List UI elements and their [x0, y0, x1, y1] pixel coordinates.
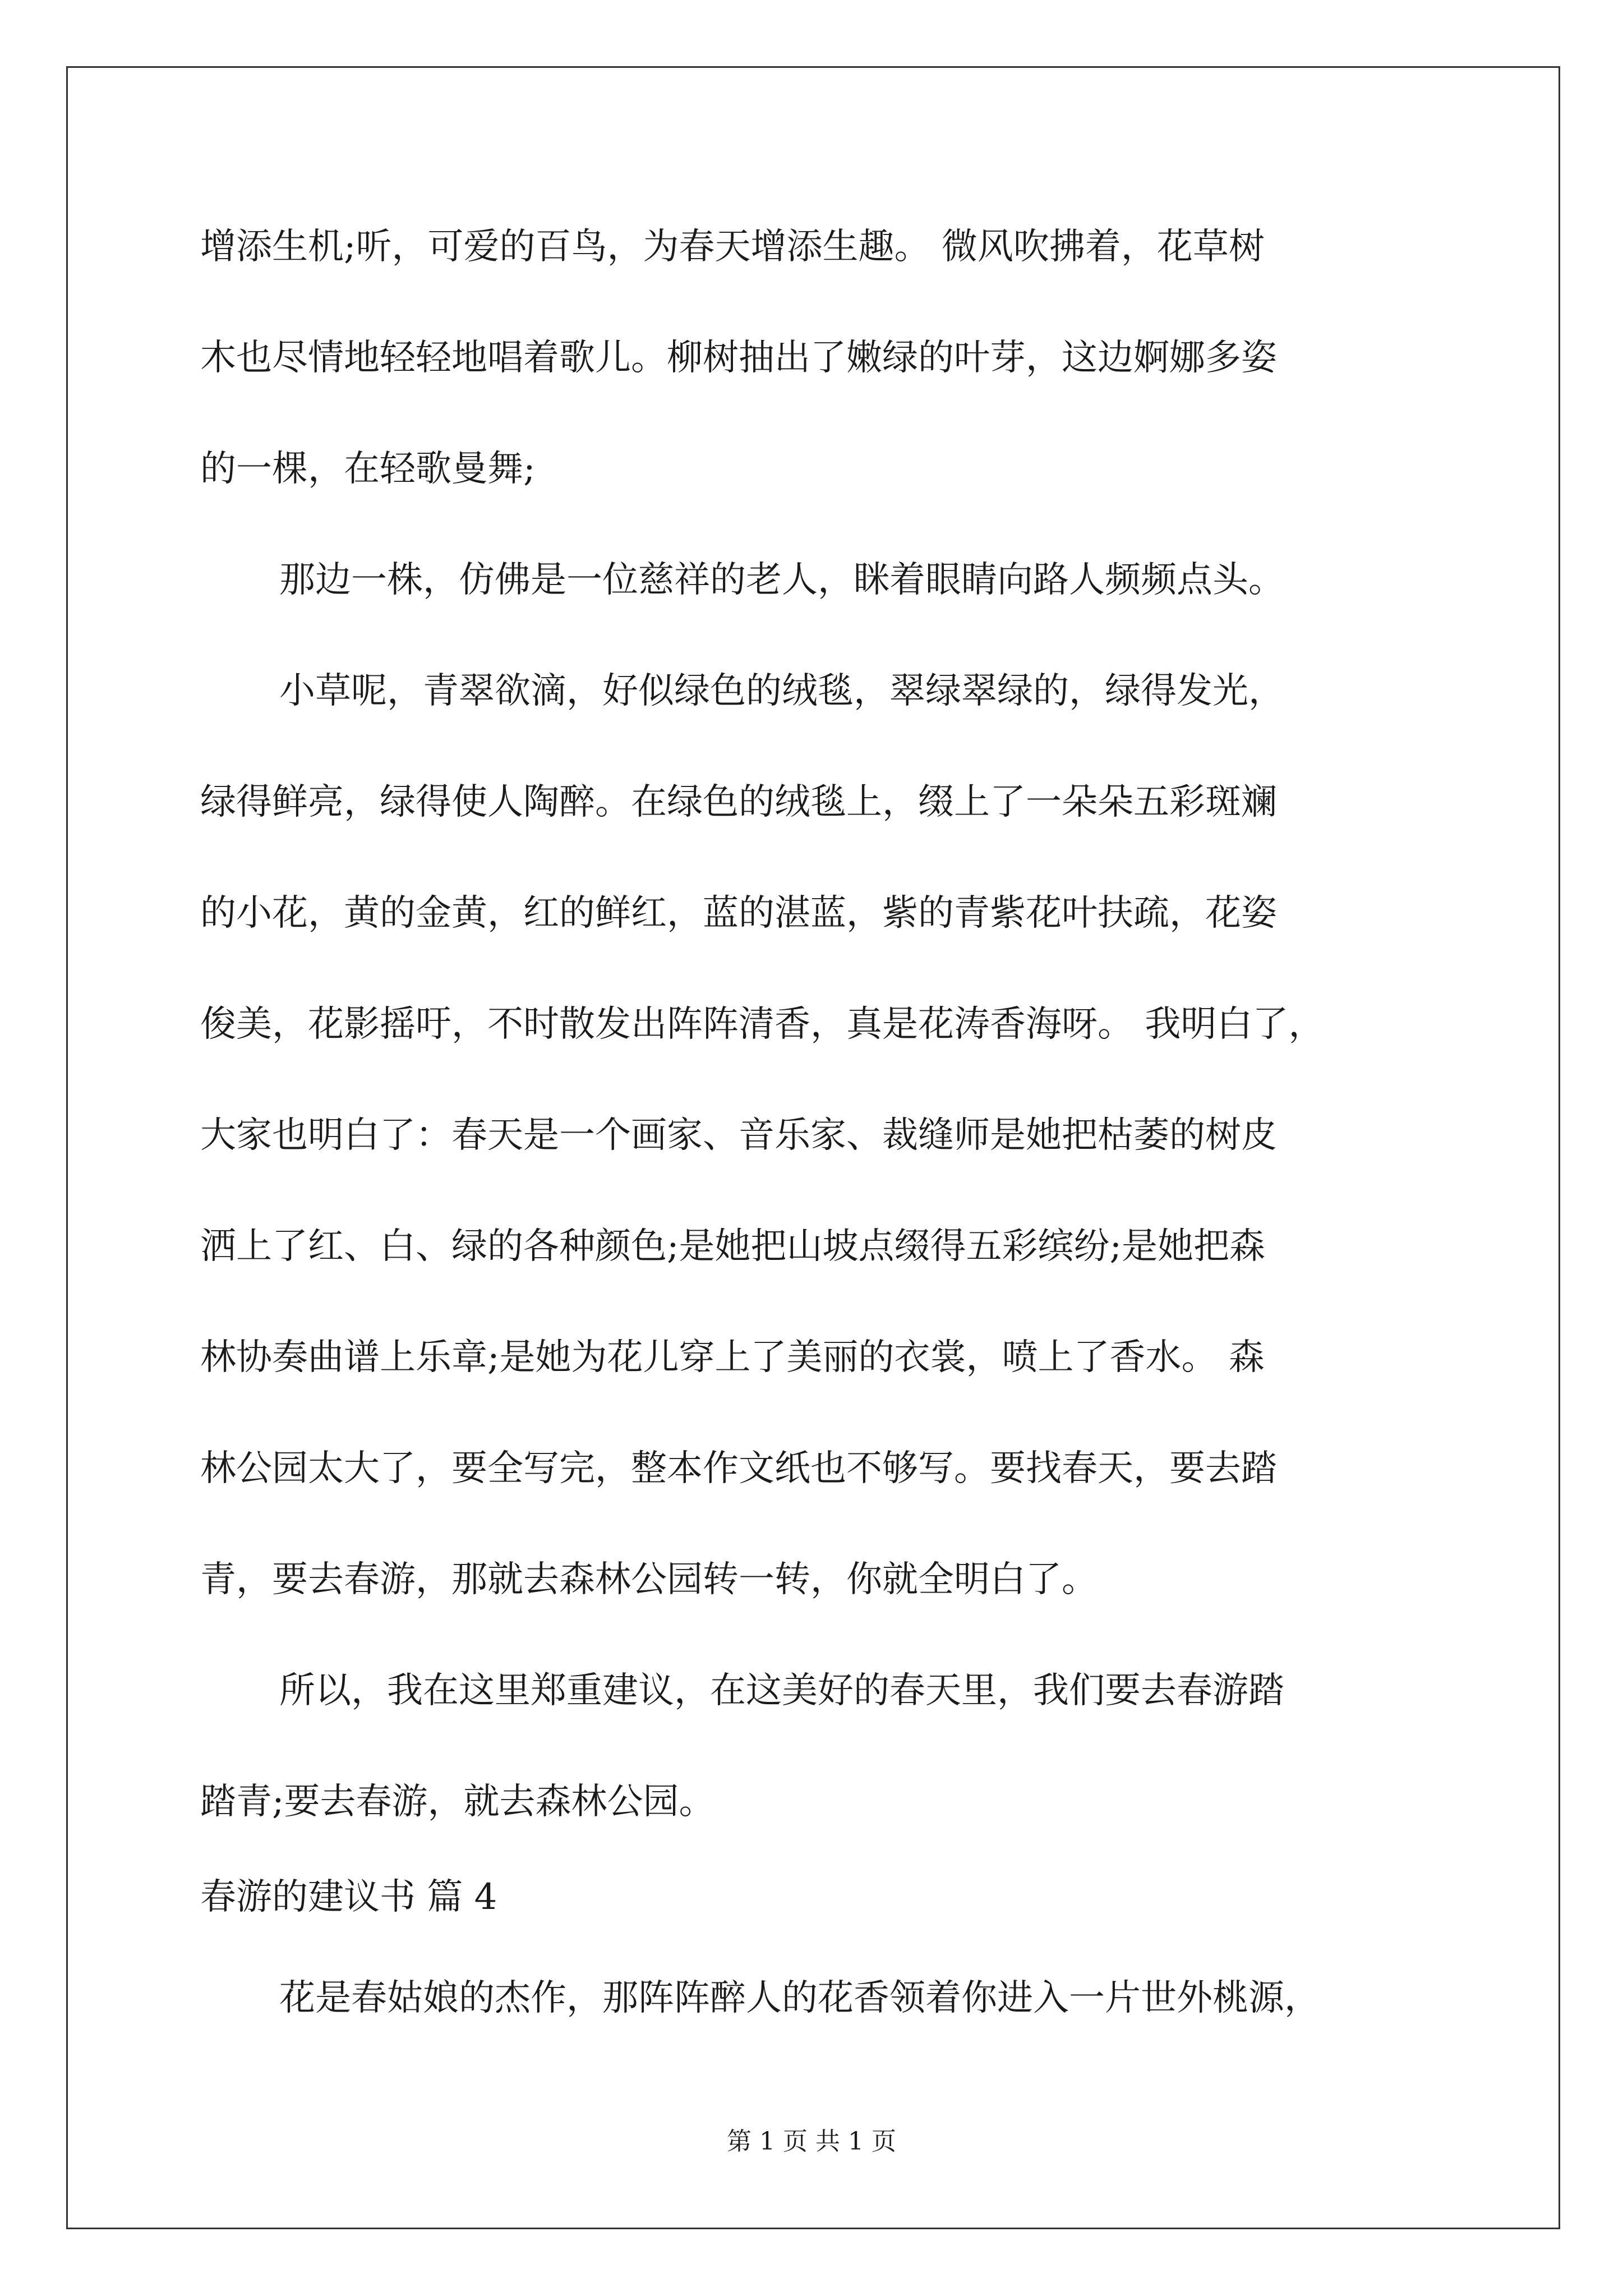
section-heading: 春游的建议书 篇 4	[200, 1876, 497, 1918]
text-line: 大家也明白了：春天是一个画家、音乐家、裁缝师是她把枯萎的树皮	[200, 1115, 1277, 1156]
text-line: 洒上了红、白、绿的各种颜色;是她把山坡点缀得五彩缤纷;是她把森	[200, 1226, 1266, 1267]
text-line: 木也尽情地轻轻地唱着歌儿。柳树抽出了嫩绿的叶芽，这边婀娜多姿	[200, 337, 1277, 379]
text-line: 的一棵，在轻歌曼舞;	[200, 448, 536, 490]
text-line: 踏青;要去春游，就去森林公园。	[200, 1781, 715, 1823]
text-line: 绿得鲜亮，绿得使人陶醉。在绿色的绒毯上，缀上了一朵朵五彩斑斓	[200, 781, 1277, 823]
text-line: 小草呢，青翠欲滴，好似绿色的绒毯，翠绿翠绿的，绿得发光，	[279, 670, 1284, 712]
text-line: 俊美，花影摇吁，不时散发出阵阵清香，真是花涛香海呀。 我明白了，	[200, 1004, 1325, 1045]
text-line: 青，要去春游，那就去森林公园转一转，你就全明白了。	[200, 1559, 1098, 1600]
text-line: 所以，我在这里郑重建议，在这美好的春天里，我们要去春游踏	[279, 1670, 1284, 1711]
text-line: 林公园太大了，要全写完，整本作文纸也不够写。要找春天，要去踏	[200, 1448, 1277, 1489]
text-line: 的小花，黄的金黄，红的鲜红，蓝的湛蓝，紫的青紫花叶扶疏，花姿	[200, 892, 1277, 934]
text-line: 林协奏曲谱上乐章;是她为花儿穿上了美丽的衣裳，喷上了香水。 森	[200, 1337, 1265, 1378]
text-line: 那边一株，仿佛是一位慈祥的老人，眯着眼睛向路人频频点头。	[279, 559, 1284, 601]
text-line: 增添生机;听，可爱的百鸟，为春天增添生趣。 微风吹拂着，花草树	[200, 226, 1265, 268]
text-line: 花是春姑娘的杰作，那阵阵醉人的花香领着你进入一片世外桃源，	[279, 1977, 1320, 2019]
page-footer: 第 1 页 共 1 页	[727, 2127, 896, 2156]
